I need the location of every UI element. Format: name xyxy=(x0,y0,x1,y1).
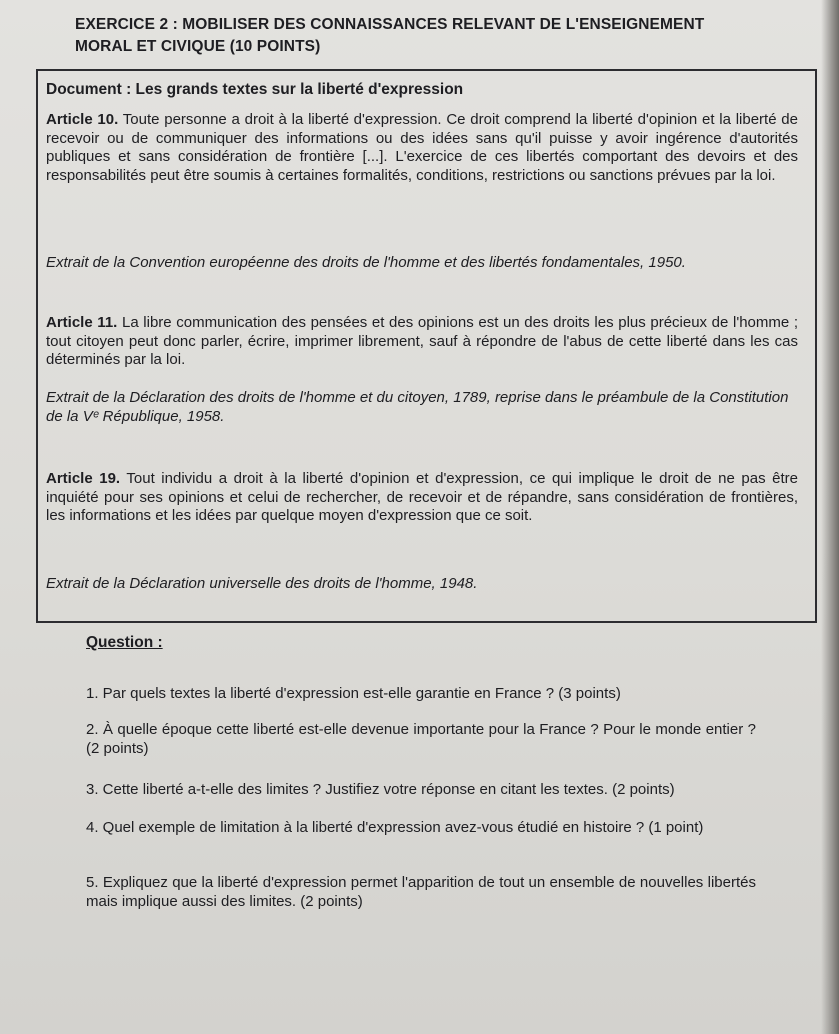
question-2: 2. À quelle époque cette liberté est-elle devenue importante pour la France ? Pour le monde entier ? (2 points) xyxy=(86,721,756,757)
article-10-source: Extrait de la Convention européenne des droits de l'homme et des libertés fondamentales, 1950. xyxy=(46,254,686,271)
article-19-text: Tout individu a droit à la liberté d'opinion et d'expression, ce qui implique le droit de ne pas être inquiété pour ses opinions et celui de rechercher, de recevoir et de répandre, sans considération de frontières, les informations et les idées par quelque moyen d'expression que ce soit. xyxy=(46,470,798,524)
question-3: 3. Cette liberté a-t-elle des limites ? Justifiez votre réponse en citant les textes. (2 points) xyxy=(86,781,675,798)
article-19 xyxy=(46,470,798,526)
question-heading: Question : xyxy=(86,634,163,651)
article-10-text: Toute personne a droit à la liberté d'expression. Ce droit comprend la liberté d'opinion et la liberté de recevoir ou de communiquer des informations ou des idées sans qu'il puisse y avoir ingérence d'autorités publiques et sans considération de frontière [...]. L'exercice de ces libertés comportant des devoirs et des responsabilités peut être soumis à certaines formalités, conditions, restrictions ou sanctions prévues par la loi. xyxy=(46,111,798,184)
article-11-source: Extrait de la Déclaration des droits de l'homme et du citoyen, 1789, reprise dans le préambule de la Constitution de la Vᵉ République, 1958. xyxy=(46,389,789,425)
exercise-title xyxy=(75,14,805,58)
question-5: 5. Expliquez que la liberté d'expression permet l'apparition de tout un ensemble de nouvelles libertés mais implique aussi des limites. (2 points) xyxy=(86,874,756,910)
document-box xyxy=(36,69,817,623)
question-1: 1. Par quels textes la liberté d'expression est-elle garantie en France ? (3 points) xyxy=(86,685,621,702)
question-4: 4. Quel exemple de limitation à la liberté d'expression avez-vous étudié en histoire ? (1 point) xyxy=(86,819,704,836)
article-11 xyxy=(46,314,798,370)
article-19-source: Extrait de la Déclaration universelle des droits de l'homme, 1948. xyxy=(46,575,478,592)
article-11-label: Article 11. xyxy=(46,314,118,331)
exercise-title-line-2: MORAL ET CIVIQUE (10 POINTS) xyxy=(75,38,321,55)
document-header: Document : Les grands textes sur la liberté d'expression xyxy=(46,81,464,98)
article-10-label: Article 10. xyxy=(46,111,119,128)
article-11-text: La libre communication des pensées et des opinions est un des droits les plus précieux de l'homme ; tout citoyen peut donc parler, écrire, imprimer librement, sauf à répondre de l'abus de cette liberté dans les cas déterminés par la loi. xyxy=(46,314,799,368)
article-10 xyxy=(46,111,798,185)
page-edge-shadow xyxy=(821,0,839,1034)
article-19-label: Article 19. xyxy=(46,470,121,487)
exercise-title-line-1: EXERCICE 2 : MOBILISER DES CONNAISSANCES RELEVANT DE L'ENSEIGNEMENT xyxy=(75,16,705,33)
